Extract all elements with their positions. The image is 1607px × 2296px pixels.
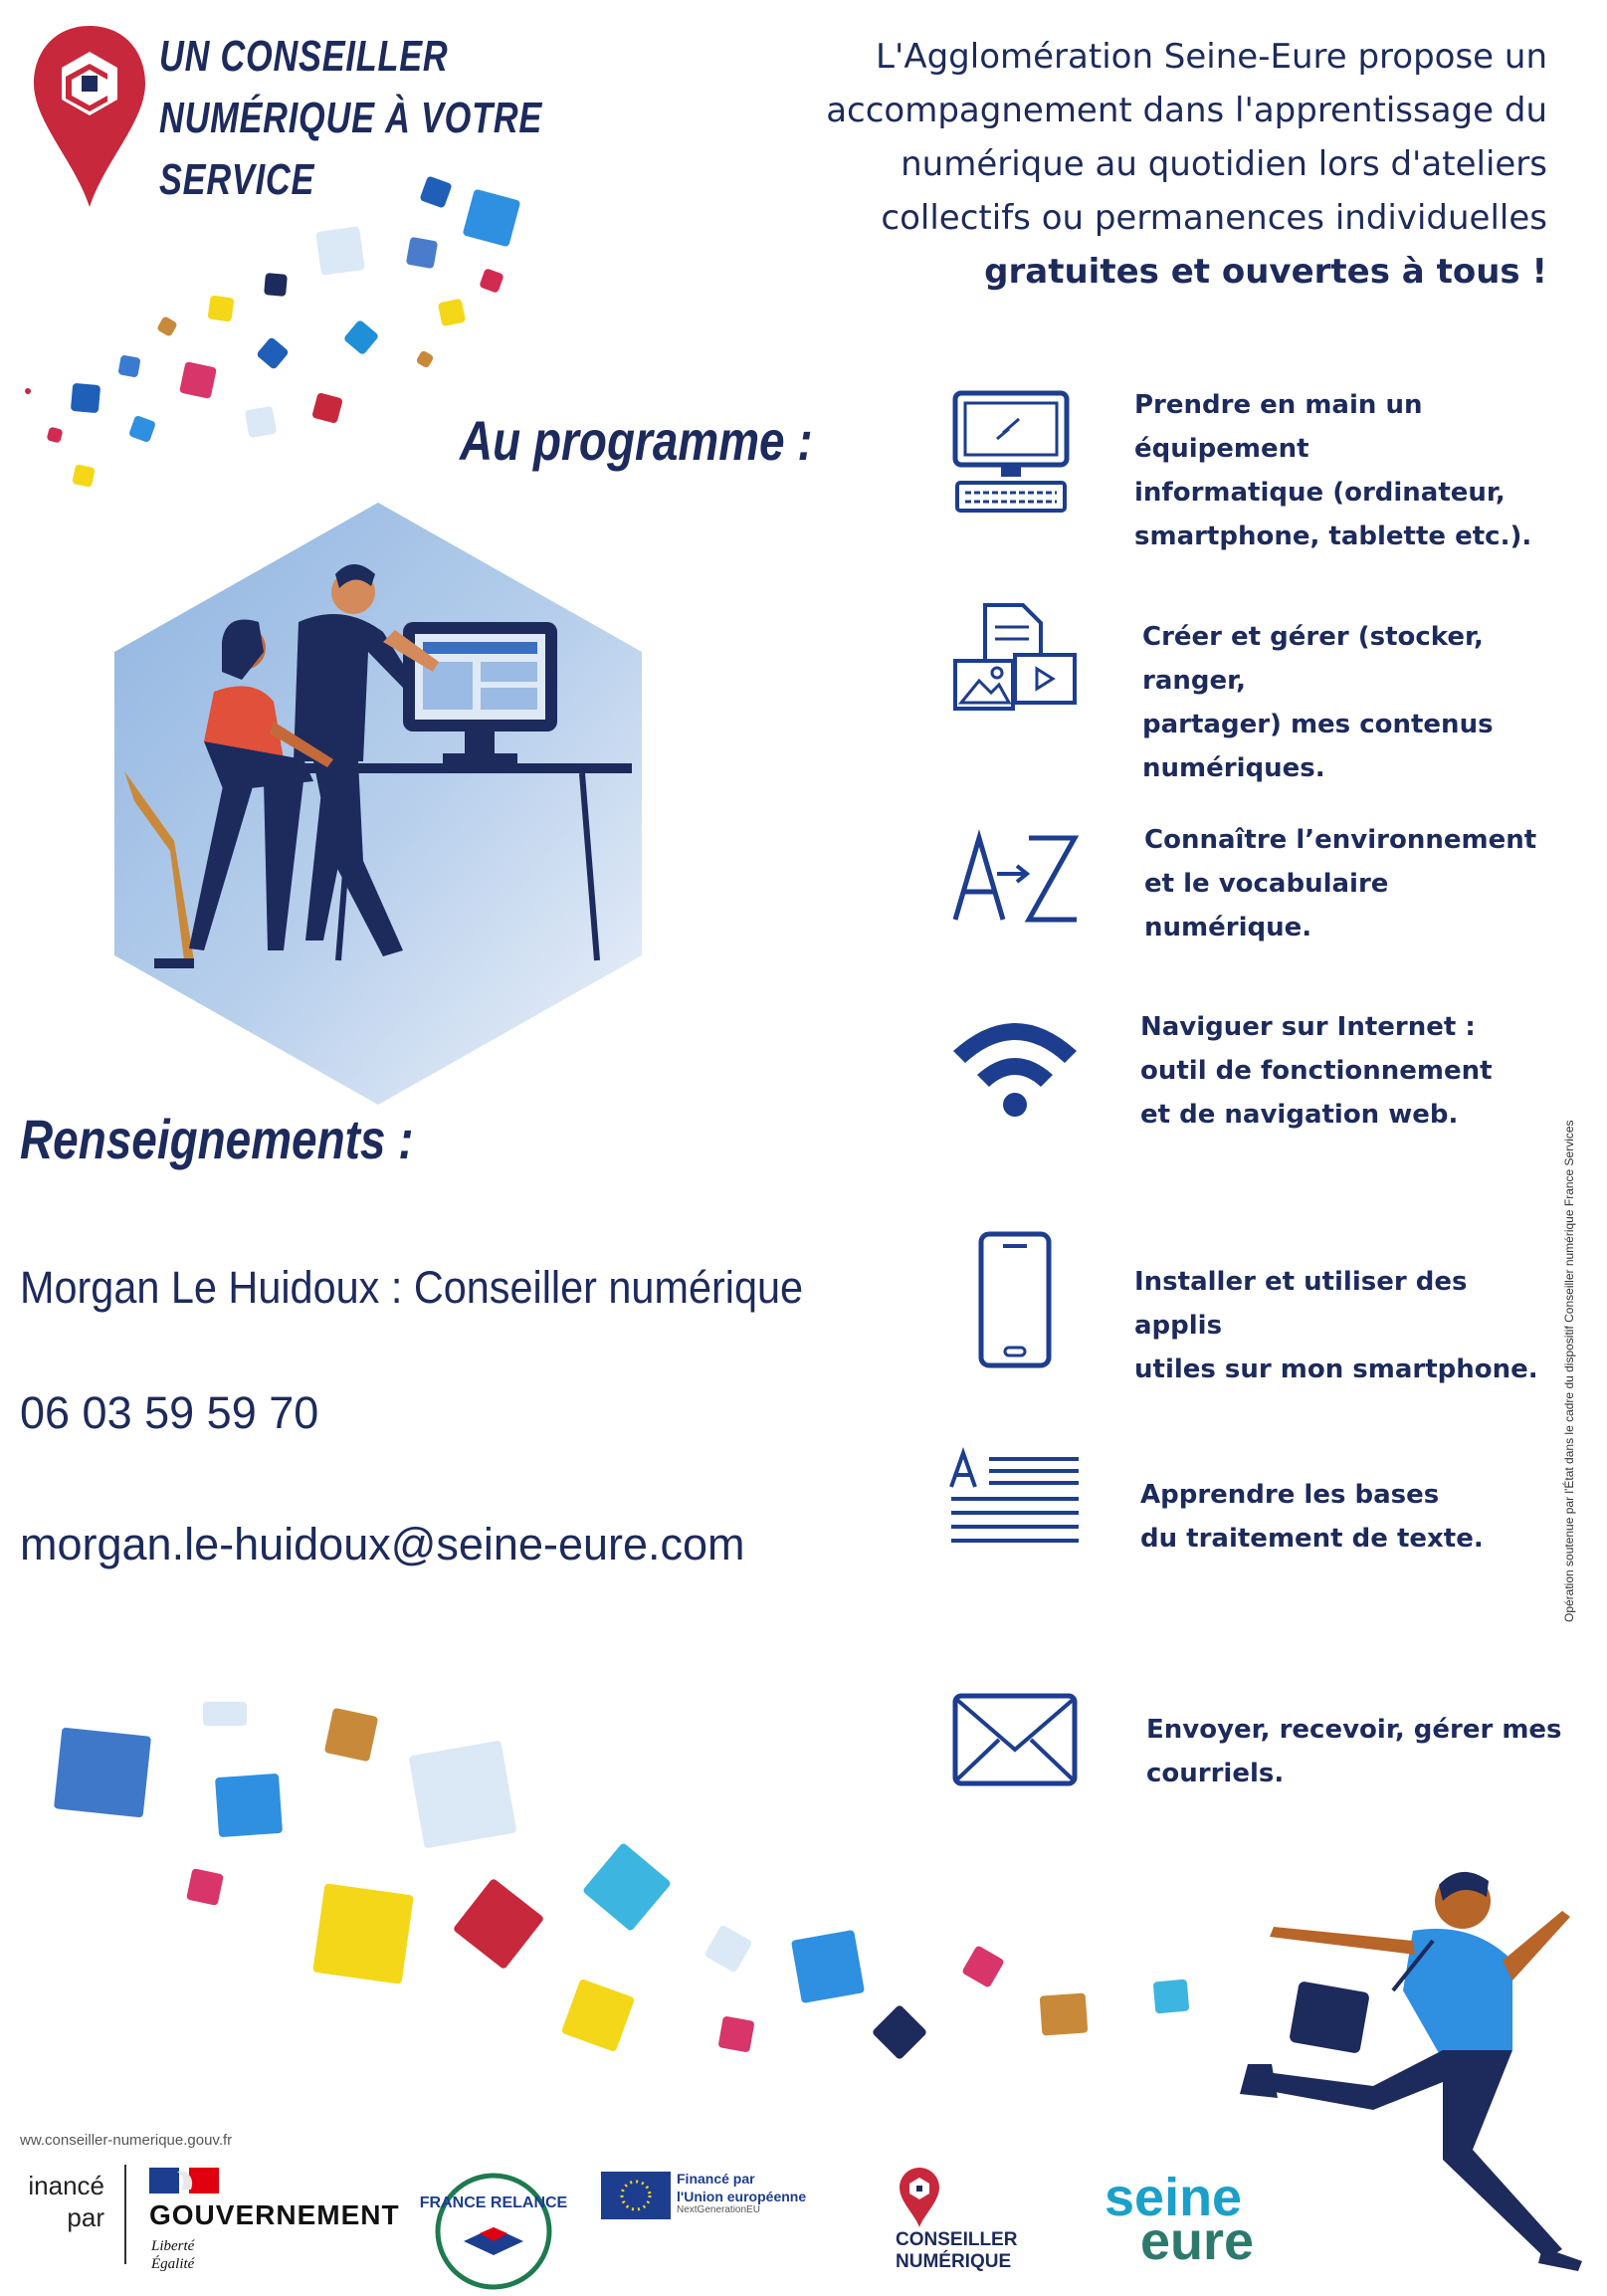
footer-divider xyxy=(124,2165,126,2264)
program-item-3-line-1: Connaître l’environnement xyxy=(1144,825,1537,855)
cn-label-line-2: NUMÉRIQUE xyxy=(896,2251,1012,2272)
eu-flag-icon xyxy=(601,2172,671,2219)
gov-motto-line-1: Liberté xyxy=(151,2238,195,2254)
program-item-7 xyxy=(1146,1708,1564,1795)
side-note: Opération soutenue par l'État dans le cadre du dispositif Conseiller numérique France Services xyxy=(1562,1120,1576,1622)
program-item-5-line-1: Installer et utiliser des applis xyxy=(1134,1267,1468,1341)
intro-line-1: L'Agglomération Seine-Eure propose un xyxy=(876,37,1547,77)
eu-label-line-1: Financé par xyxy=(677,2171,755,2187)
program-item-7-line-2: courriels. xyxy=(1146,1759,1285,1788)
envelope-icon xyxy=(945,1682,1085,1821)
program-item-1-line-1: Prendre en main un équipement xyxy=(1134,390,1423,464)
smartphone-icon xyxy=(945,1230,1085,1369)
program-item-2 xyxy=(1142,615,1560,790)
program-title: Au programme : xyxy=(460,409,813,472)
program-item-2-line-2: partager) mes contenus xyxy=(1142,710,1494,739)
seine-eure-logo xyxy=(1105,2168,1255,2271)
intro-line-3: numérique au quotidien lors d'ateliers xyxy=(901,144,1547,184)
documents-icon xyxy=(945,597,1085,736)
gov-motto xyxy=(151,2237,194,2273)
program-item-1-line-2: informatique (ordinateur, xyxy=(1134,478,1506,508)
cn-label-line-1: CONSEILLER xyxy=(896,2229,1018,2250)
program-item-7-line-1: Envoyer, recevoir, gérer mes xyxy=(1146,1715,1562,1745)
program-item-2-line-1: Créer et gérer (stocker, ranger, xyxy=(1142,622,1484,696)
footer-url[interactable]: ww.conseiller-numerique.gouv.fr xyxy=(20,2132,233,2149)
program-item-5 xyxy=(1134,1260,1552,1391)
conseiller-logo-icon xyxy=(30,22,149,211)
program-item-4-line-1: Naviguer sur Internet : xyxy=(1140,1012,1476,1042)
contact-email[interactable]: morgan.le-huidoux@seine-eure.com xyxy=(20,1519,745,1569)
cn-label xyxy=(896,2229,1017,2273)
contact-name: Morgan Le Huidoux : Conseiller numérique xyxy=(20,1262,804,1313)
intro-paragraph xyxy=(771,30,1547,299)
program-item-1 xyxy=(1134,383,1552,558)
france-relance-logo xyxy=(419,2172,568,2291)
header-title xyxy=(159,26,542,211)
intro-line-4: collectifs ou permanences individuelles xyxy=(881,198,1547,238)
financed-by-label xyxy=(20,2170,104,2233)
contact-title: Renseignements : xyxy=(20,1108,414,1170)
seine-eure-line-1: seine xyxy=(1105,2168,1243,2227)
program-item-2-line-3: numériques. xyxy=(1142,753,1325,783)
program-item-4 xyxy=(1140,1005,1558,1137)
program-item-6 xyxy=(1140,1473,1558,1561)
marianne-flag-icon xyxy=(149,2168,219,2193)
eu-label xyxy=(677,2170,806,2205)
eu-label-line-2: l'Union européenne xyxy=(677,2189,807,2204)
eu-sub: NextGenerationEU xyxy=(677,2204,760,2215)
workstation-illustration xyxy=(114,503,642,1105)
intro-line-2: accompagnement dans l'apprentissage du xyxy=(826,91,1547,130)
intro-strong-line: gratuites et ouvertes à tous ! xyxy=(984,252,1547,292)
contact-phone[interactable]: 06 03 59 59 70 xyxy=(20,1387,319,1438)
conseiller-numerique-logo-icon xyxy=(898,2166,941,2229)
program-item-4-line-2: outil de fonctionnement xyxy=(1140,1056,1493,1086)
seine-eure-line-2: eure xyxy=(1140,2211,1255,2271)
text-document-icon xyxy=(945,1445,1085,1584)
program-item-1-line-3: smartphone, tablette etc.). xyxy=(1134,522,1532,551)
gov-motto-line-2: Égalité xyxy=(151,2256,195,2272)
program-item-4-line-3: et de navigation web. xyxy=(1140,1100,1459,1130)
program-item-6-line-1: Apprendre les bases xyxy=(1140,1480,1440,1510)
program-item-3 xyxy=(1144,818,1562,949)
program-item-6-line-2: du traitement de texte. xyxy=(1140,1524,1484,1554)
header-title-line-2: NUMÉRIQUE À VOTRE xyxy=(159,94,543,142)
computer-icon xyxy=(945,383,1085,522)
financed-by-line-2: par xyxy=(67,2202,104,2232)
wifi-icon xyxy=(945,995,1085,1135)
program-item-5-line-2: utiles sur mon smartphone. xyxy=(1134,1355,1538,1384)
header-title-line-1: UN CONSEILLER xyxy=(159,32,449,81)
a-to-z-icon xyxy=(945,808,1085,947)
france-relance-text: FRANCE RELANCE xyxy=(419,2194,568,2211)
program-item-3-line-2: et le vocabulaire numérique. xyxy=(1144,869,1389,942)
header-title-line-3: SERVICE xyxy=(159,155,315,204)
gov-name: GOUVERNEMENT xyxy=(149,2199,400,2230)
financed-by-line-1: inancé xyxy=(28,2171,104,2200)
